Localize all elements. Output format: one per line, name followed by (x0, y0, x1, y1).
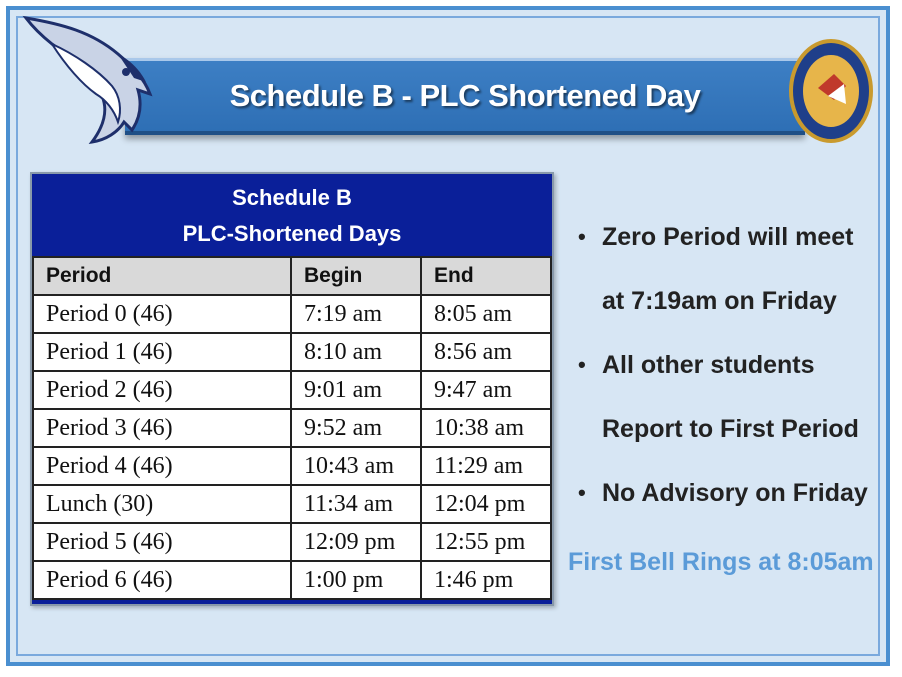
column-header-begin: Begin (291, 257, 421, 295)
end-cell: 12:55 pm (421, 523, 551, 561)
note-line: Report to First Period (602, 415, 859, 443)
begin-cell: 12:09 pm (291, 523, 421, 561)
period-cell: Lunch (30) (33, 485, 291, 523)
note-line: All other students (602, 351, 815, 379)
table-row (33, 295, 551, 333)
gold-ribbon-seal-icon (788, 38, 874, 144)
schedule-table-card (30, 172, 554, 606)
table-row (33, 409, 551, 447)
begin-cell: 11:34 am (291, 485, 421, 523)
begin-cell: 8:10 am (291, 333, 421, 371)
schedule-heading (32, 174, 552, 256)
first-bell-note: First Bell Rings at 8:05am (568, 548, 874, 576)
table-header-row (33, 257, 551, 295)
period-cell: Period 6 (46) (33, 561, 291, 599)
begin-cell: 7:19 am (291, 295, 421, 333)
table-row (33, 447, 551, 485)
begin-cell: 9:52 am (291, 409, 421, 447)
end-cell: 1:46 pm (421, 561, 551, 599)
table-footer-bar (32, 600, 552, 604)
end-cell: 10:38 am (421, 409, 551, 447)
bullet-icon: • (578, 352, 586, 377)
column-header-period: Period (33, 257, 291, 295)
begin-cell: 10:43 am (291, 447, 421, 485)
note-zero-period (578, 205, 888, 333)
end-cell: 12:04 pm (421, 485, 551, 523)
end-cell: 8:56 am (421, 333, 551, 371)
note-other-students (578, 333, 888, 461)
period-cell: Period 2 (46) (33, 371, 291, 409)
table-row (33, 561, 551, 599)
begin-cell: 9:01 am (291, 371, 421, 409)
end-cell: 9:47 am (421, 371, 551, 409)
column-header-end: End (421, 257, 551, 295)
table-row (33, 333, 551, 371)
period-cell: Period 0 (46) (33, 295, 291, 333)
note-line: Zero Period will meet (602, 223, 854, 251)
table-row (33, 485, 551, 523)
bullet-icon: • (578, 480, 586, 505)
note-line: at 7:19am on Friday (602, 287, 837, 315)
title-banner (125, 58, 805, 135)
period-cell: Period 3 (46) (33, 409, 291, 447)
begin-cell: 1:00 pm (291, 561, 421, 599)
period-cell: Period 1 (46) (33, 333, 291, 371)
period-cell: Period 5 (46) (33, 523, 291, 561)
schedule-heading-line2: PLC-Shortened Days (182, 221, 402, 246)
hawk-logo-icon (22, 14, 162, 146)
note-advisory (578, 461, 888, 525)
page-title: Schedule B - PLC Shortened Day (229, 78, 701, 113)
schedule-heading-line1: Schedule B (232, 185, 352, 210)
note-line: No Advisory on Friday (602, 479, 868, 507)
schedule-table (32, 256, 552, 600)
notes-list (578, 205, 888, 525)
table-row (33, 371, 551, 409)
bullet-icon: • (578, 224, 586, 249)
period-cell: Period 4 (46) (33, 447, 291, 485)
end-cell: 8:05 am (421, 295, 551, 333)
end-cell: 11:29 am (421, 447, 551, 485)
table-row (33, 523, 551, 561)
